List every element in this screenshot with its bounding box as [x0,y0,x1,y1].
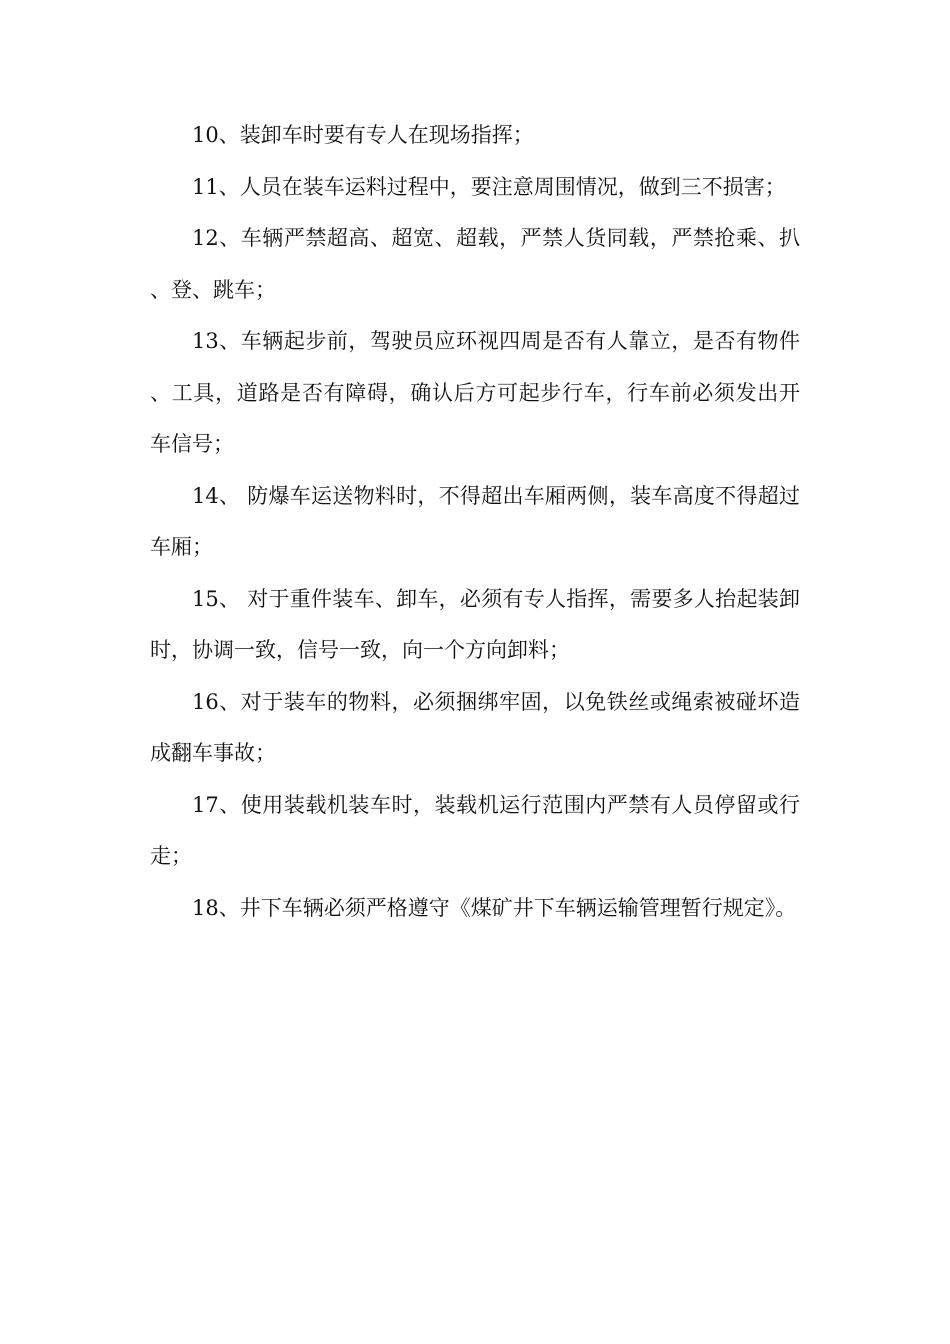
paragraph-item-11: 11、人员在装车运料过程中，要注意周围情况，做到三不损害； [192,174,786,199]
document-body [150,110,800,934]
paragraph-item-17: 17、使用装载机装车时，装载机运行范围内严禁有人员停留或行走； [150,792,800,868]
paragraph-item-18: 18、井下车辆必须严格遵守《煤矿井下车辆运输管理暂行规定》。 [192,895,797,920]
paragraph-item-16: 16、对于装车的物料，必须捆绑牢固，以免铁丝或绳索被碰坏造成翻车事故； [150,689,800,765]
paragraph-item-12: 12、车辆严禁超高、超宽、超载，严禁人货同载，严禁抢乘、扒、登、跳车； [150,226,800,302]
paragraph-item-15: 15、 对于重件装车、卸车，必须有专人指挥，需要多人抬起装卸时，协调一致，信号一致，向一个方向卸料； [150,586,800,662]
paragraph-item-13: 13、车辆起步前，驾驶员应环视四周是否有人靠立，是否有物件、工具，道路是否有障碍，确认后方可起步行车，行车前必须发出开车信号； [150,329,800,456]
paragraph-item-10: 10、装卸车时要有专人在现场指挥； [192,123,534,147]
paragraph-item-14: 14、 防爆车运送物料时，不得超出车厢两侧，装车高度不得超过车厢； [150,483,800,559]
